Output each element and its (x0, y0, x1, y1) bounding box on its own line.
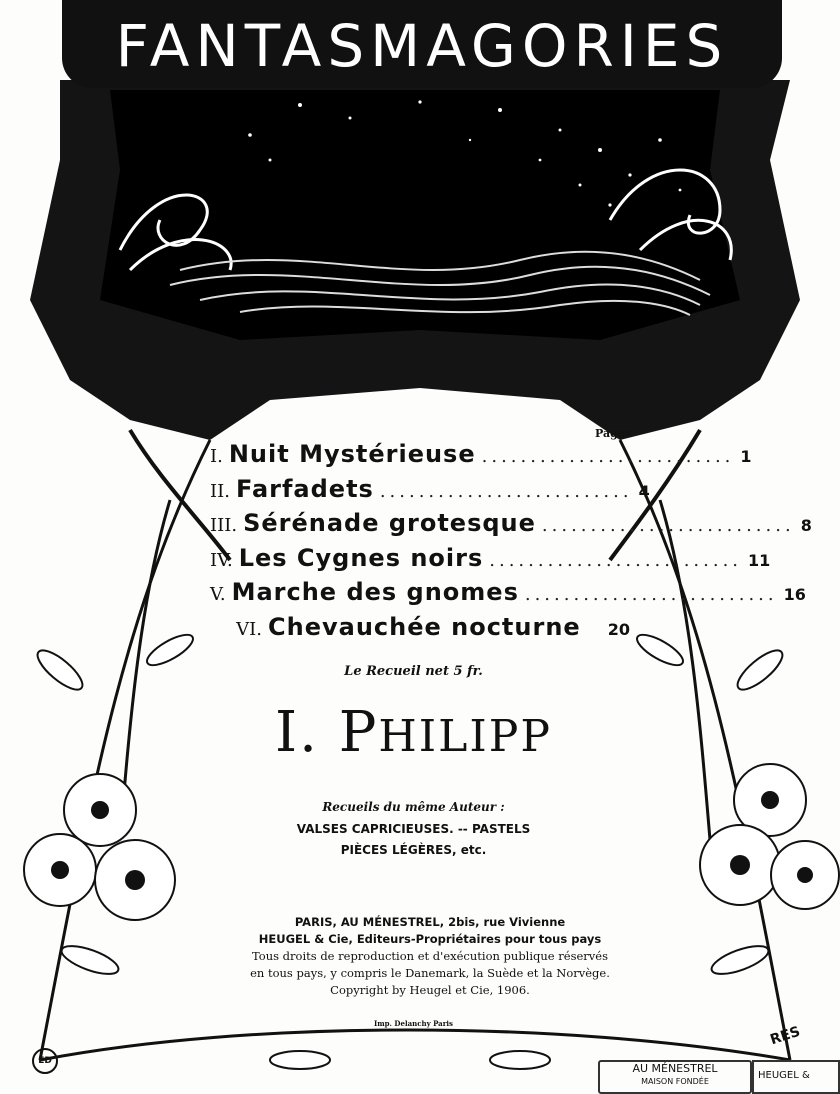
toc-title: Les Cygnes noirs (238, 543, 484, 572)
toc-number: III. (210, 515, 238, 536)
toc-number: I. (210, 446, 223, 467)
imprint-line: PARIS, AU MÉNESTREL, 2bis, rue Vivienne (294, 915, 566, 929)
toc-row (210, 509, 812, 544)
toc-leader: .......................... (541, 515, 795, 536)
toc-page: 11 (748, 550, 771, 570)
toc-number: II. (210, 480, 230, 502)
pages-label: Pages (595, 427, 631, 440)
composer-surname: HILIPP (378, 711, 552, 762)
imprint-line: Tous droits de reproduction et d'exécution publique réservés (252, 949, 608, 963)
toc-number: V. (210, 584, 226, 605)
publisher-imprint (240, 914, 620, 999)
stamp-line-2: MAISON FONDÉE (641, 1077, 709, 1086)
same-author-heading: Recueils du même Auteur : (322, 800, 505, 814)
toc-page: 20 (607, 619, 630, 639)
toc-number: VI. (236, 618, 262, 640)
toc-number: IV. (210, 549, 233, 571)
toc-row (210, 440, 752, 475)
composer-name (0, 700, 827, 765)
toc-row (210, 474, 650, 510)
toc-row (210, 613, 630, 648)
toc-title: Chevauchée nocturne (268, 612, 581, 641)
composer-initial: I. P (275, 700, 379, 765)
price-line: Le Recueil net 5 fr. (344, 664, 483, 679)
stamp-line-1: AU MÉNESTREL (632, 1062, 718, 1075)
imprint-line: en tous pays, y compris le Danemark, la Suède et la Norvège. (250, 966, 610, 980)
toc-page: 16 (783, 585, 806, 604)
other-works-line-2: PIÈCES LÉGÈRES, etc. (340, 843, 487, 857)
toc-leader: .......................... (524, 584, 778, 605)
toc-page: 4 (638, 481, 650, 501)
publisher-stamp: HEUGEL & (752, 1060, 840, 1094)
toc-row (210, 543, 771, 579)
table-of-contents (210, 440, 812, 647)
toc-title: Marche des gnomes (231, 578, 519, 606)
toc-row (210, 578, 806, 613)
ed-seal: ED (32, 1048, 58, 1074)
cover-title: FANTASMAGORIES (115, 12, 729, 80)
printer-credit: Imp. Delanchy Paris (373, 1019, 453, 1028)
toc-title: Sérénade grotesque (243, 509, 536, 537)
toc-title: Farfadets (235, 474, 374, 503)
library-stamp (598, 1060, 752, 1094)
toc-title: Nuit Mystérieuse (228, 440, 476, 468)
toc-leader: .......................... (481, 446, 735, 467)
toc-page: 1 (740, 447, 752, 466)
other-works-line-1: VALSES CAPRICIEUSES. -- PASTELS (296, 822, 531, 836)
toc-page: 8 (800, 516, 812, 535)
imprint-line: HEUGEL & Cie, Editeurs-Propriétaires pour tous pays (258, 932, 602, 946)
toc-leader: .......................... (489, 549, 743, 571)
imprint-line: Copyright by Heugel et Cie, 1906. (330, 983, 530, 997)
stamp-ribbon: RES (768, 1023, 803, 1049)
toc-leader: .......................... (379, 480, 633, 502)
